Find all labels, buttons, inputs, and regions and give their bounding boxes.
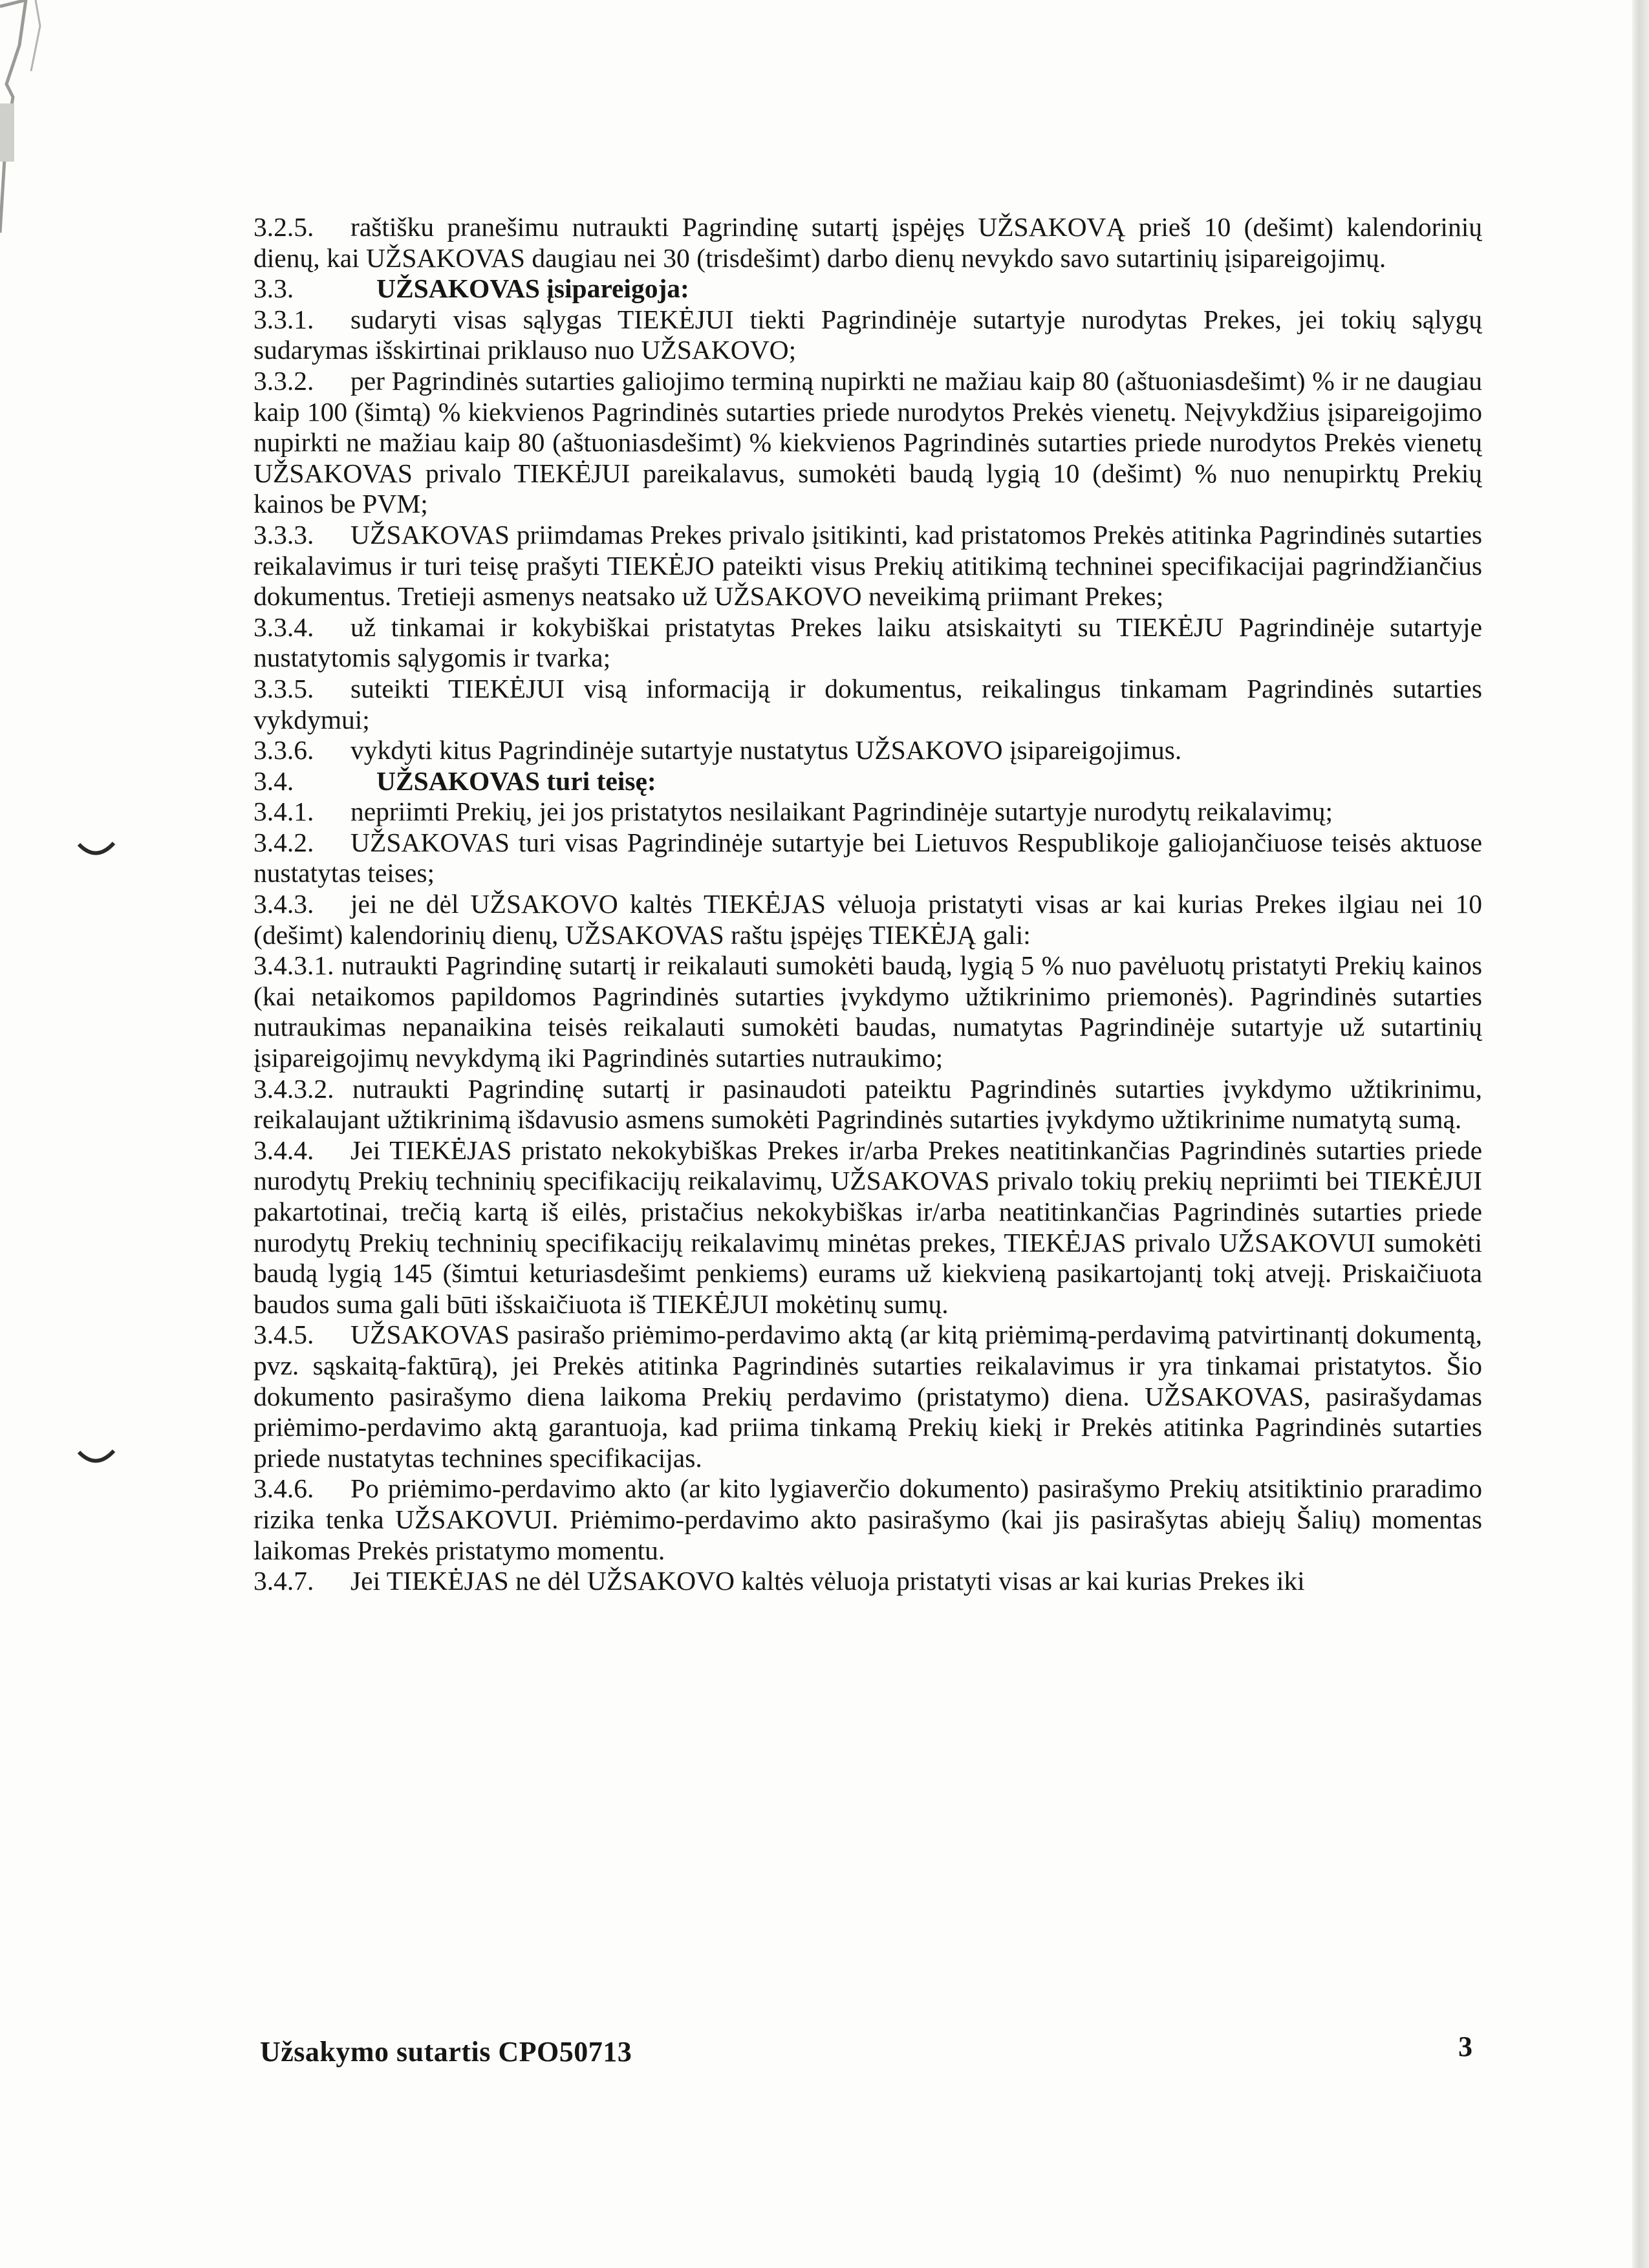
footer-page-number: 3 bbox=[1458, 2031, 1472, 2062]
clause-number: 3.4.7. bbox=[253, 1566, 314, 1596]
clause-text: už tinkamai ir kokybiškai pristatytas Prekes laiku atsiskaityti su TIEKĖJU Pagrindinėje sutartyje nustatytomis sąlygomis ir tvarka; bbox=[253, 612, 1482, 673]
clause-text: jei ne dėl UŽSAKOVO kaltės TIEKĖJAS vėluoja pristatyti visas ar kai kurias Prekes ilgiau nei 10 (dešimt) kalendorinių dienų, UŽSAKOVAS raštu įspėjęs TIEKĖJĄ gali: bbox=[253, 889, 1482, 950]
clause-number: 3.3.6. bbox=[253, 735, 314, 765]
contract-body bbox=[253, 212, 1482, 1597]
clause-3-4-5 bbox=[253, 1320, 1482, 1473]
section-number: 3.3. bbox=[253, 273, 294, 304]
section-title: UŽSAKOVAS įsipareigoja: bbox=[376, 273, 689, 304]
clause-text: Jei TIEKĖJAS ne dėl UŽSAKOVO kaltės vėluoja pristatyti visas ar kai kurias Prekes iki bbox=[350, 1566, 1305, 1596]
clause-text: suteikti TIEKĖJUI visą informaciją ir dokumentus, reikalingus tinkamam Pagrindinės sutarties vykdymui; bbox=[253, 673, 1482, 734]
clause-3-3-6 bbox=[253, 735, 1482, 766]
clause-number: 3.3.5. bbox=[253, 673, 314, 703]
clause-3-3-2 bbox=[253, 366, 1482, 520]
clause-3-3-3 bbox=[253, 520, 1482, 612]
clause-text: per Pagrindinės sutarties galiojimo terminą nupirkti ne mažiau kaip 80 (aštuoniasdešimt) % ir ne daugiau kaip 100 (šimtą) % kiekvienos Pagrindinės sutarties priede nurodytos Prekės vienetų. Neįvykdžius įsipareigojimo nupirkti ne mažiau kaip 80 (aštuoniasdešimt) % kiekvienos Pagrindinės sutarties priede nurodytos Prekės vienetų UŽSAKOVAS privalo TIEKĖJUI pareikalavus, sumokėti baudą lygią 10 (dešimt) % nuo nenupirktų Prekių kainos be PVM; bbox=[253, 365, 1482, 519]
clause-number: 3.4.3. bbox=[253, 889, 314, 919]
clause-number: 3.4.5. bbox=[253, 1320, 314, 1350]
clause-3-4-3 bbox=[253, 889, 1482, 950]
clause-number: 3.4.3.2. bbox=[253, 1073, 334, 1104]
clause-3-4-3-2 bbox=[253, 1074, 1482, 1135]
clause-text: UŽSAKOVAS priimdamas Prekes privalo įsitikinti, kad pristatomos Prekės atitinka Pagrindinės sutarties reikalavimus ir turi teisę prašyti TIEKĖJO pateikti visus Prekių atitikimą techninei specifikacijai pagrindžiančius dokumentus. Tretieji asmenys neatsako už UŽSAKOVO neveikimą priimant Prekes; bbox=[253, 519, 1482, 612]
punch-hole-mark bbox=[78, 1448, 115, 1468]
clause-3-3-1 bbox=[253, 305, 1482, 366]
clause-text: raštišku pranešimu nutraukti Pagrindinę sutartį įspėjęs UŽSAKOVĄ prieš 10 (dešimt) kalendorinių dienų, kai UŽSAKOVAS daugiau nei 30 (trisdešimt) darbo dienų nevykdo savo sutartinių įsipareigojimų. bbox=[253, 212, 1482, 273]
section-number: 3.4. bbox=[253, 765, 294, 796]
section-title: UŽSAKOVAS turi teisę: bbox=[376, 765, 656, 796]
clause-number: 3.3.3. bbox=[253, 519, 314, 550]
section-heading-3-4 bbox=[253, 766, 1482, 797]
clause-number: 3.4.3.1. bbox=[253, 950, 334, 981]
clause-number: 3.3.1. bbox=[253, 304, 314, 334]
clause-text: Jei TIEKĖJAS pristato nekokybiškas Prekes ir/arba Prekes neatitinkančias Pagrindinės sutarties priede nurodytų Prekių techninių specifikacijų reikalavimų, UŽSAKOVAS privalo tokių prekių nepriimti bei TIEKĖJUI pakartotinai, trečią kartą iš eilės, pristačius nekokybiškas ir/arba neatitinkančias Pagrindinės sutarties priede nurodytų Prekių techninių specifikacijų reikalavimų minėtas prekes, TIEKĖJAS privalo UŽSAKOVUI sumokėti baudą lygią 145 (šimtui keturiasdešimt penkiems) eurams už kiekvieną pasikartojantį tokį atvejį. Priskaičiuota baudos suma gali būti išskaičiuota iš TIEKĖJUI mokėtinų sumų. bbox=[253, 1135, 1482, 1319]
clause-3-4-4 bbox=[253, 1135, 1482, 1320]
clause-3-4-1 bbox=[253, 797, 1482, 828]
clause-number: 3.3.2. bbox=[253, 365, 314, 396]
clause-text: UŽSAKOVAS turi visas Pagrindinėje sutartyje bei Lietuvos Respublikoje galiojančiuose teisės aktuose nustatytas teises; bbox=[253, 827, 1482, 888]
section-heading-3-3 bbox=[253, 273, 1482, 305]
clause-3-4-7 bbox=[253, 1566, 1482, 1597]
clause-3-2-5 bbox=[253, 212, 1482, 273]
clause-text: Po priėmimo-perdavimo akto (ar kito lygiaverčio dokumento) pasirašymo Prekių atsitiktinio praradimo rizika tenka UŽSAKOVUI. Priėmimo-perdavimo akto pasirašymo (kai jis pasirašytas abiejų Šalių) momentas laikomas Prekės pristatymo momentu. bbox=[253, 1473, 1482, 1565]
clause-3-3-5 bbox=[253, 674, 1482, 735]
clause-text: nutraukti Pagrindinę sutartį ir pasinaudoti pateiktu Pagrindinės sutarties įvykdymo užtikrinimu, reikalaujant užtikrinimą išdavusio asmens sumokėti Pagrindinės sutarties įvykdymo užtikrinime numatytą sumą. bbox=[253, 1073, 1483, 1135]
clause-3-4-2 bbox=[253, 828, 1482, 889]
clause-text: vykdyti kitus Pagrindinėje sutartyje nustatytus UŽSAKOVO įsipareigojimus. bbox=[350, 735, 1182, 765]
scan-edge bbox=[1632, 0, 1649, 2268]
clause-3-4-3-1 bbox=[253, 950, 1482, 1073]
clause-text: UŽSAKOVAS pasirašo priėmimo-perdavimo aktą (ar kitą priėmimą-perdavimą patvirtinantį dokumentą, pvz. sąskaitą-faktūrą), jei Prekės atitinka Pagrindinės sutarties reikalavimus ir yra tinkamai pristatytos. Šio dokumento pasirašymo diena laikoma Prekių perdavimo (pristatymo) diena. UŽSAKOVAS, pasirašydamas priėmimo-perdavimo aktą garantuoja, kad priima tinkamą Prekių kiekį ir Prekės atitinka Pagrindinės sutarties priede nustatytas technines specifikacijas. bbox=[253, 1320, 1482, 1473]
punch-hole-mark bbox=[78, 840, 115, 860]
clause-text: nepriimti Prekių, jei jos pristatytos nesilaikant Pagrindinėje sutartyje nurodytų reikalavimų; bbox=[350, 797, 1333, 827]
scan-margin-mark bbox=[0, 0, 71, 233]
clause-number: 3.4.1. bbox=[253, 797, 314, 827]
clause-number: 3.4.4. bbox=[253, 1135, 314, 1165]
clause-text: nutraukti Pagrindinę sutartį ir reikalauti sumokėti baudą, lygią 5 % nuo pavėluotų pristatyti Prekių kainos (kai netaikomos papildomos Pagrindinės sutarties įvykdymo užtikrinimo priemonės). Pagrindinės sutarties nutraukimas nepanaikina teisės reikalauti sumokėti baudas, numatytas Pagrindinėje sutartyje už sutartinių įsipareigojimų nevykdymą iki Pagrindinės sutarties nutraukimo; bbox=[253, 950, 1482, 1073]
footer-document-title: Užsakymo sutartis CPO50713 bbox=[260, 2036, 632, 2068]
clause-number: 3.3.4. bbox=[253, 612, 314, 642]
clause-3-3-4 bbox=[253, 612, 1482, 674]
clause-number: 3.4.6. bbox=[253, 1473, 314, 1504]
clause-3-4-6 bbox=[253, 1473, 1482, 1566]
clause-number: 3.2.5. bbox=[253, 212, 314, 242]
clause-text: sudaryti visas sąlygas TIEKĖJUI tiekti Pagrindinėje sutartyje nurodytas Prekes, jei tokių sąlygų sudarymas išskirtinai priklauso nuo UŽSAKOVO; bbox=[253, 304, 1482, 365]
clause-number: 3.4.2. bbox=[253, 827, 314, 857]
